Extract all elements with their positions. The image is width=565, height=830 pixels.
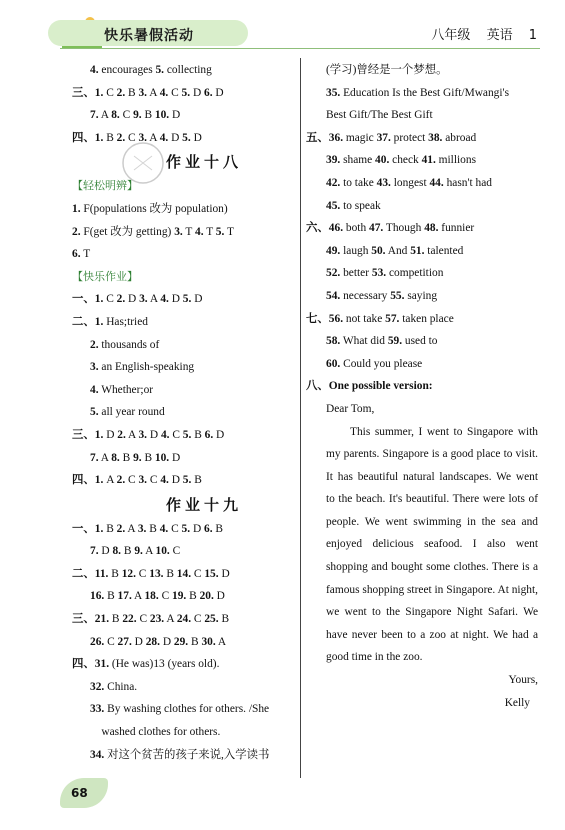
answer-text: China. xyxy=(104,680,138,693)
answer-text: C xyxy=(168,86,182,99)
answer-line xyxy=(306,127,538,150)
answer-text: millions xyxy=(435,154,477,167)
answer-text: C xyxy=(125,474,139,487)
section-title: 作业十九 xyxy=(165,495,242,514)
question-number: 6. xyxy=(72,248,81,261)
question-number: 2. xyxy=(72,225,81,238)
question-number: 1. xyxy=(72,202,81,215)
answer-line xyxy=(72,563,296,586)
answer-text: C xyxy=(103,86,117,99)
answer-text: longest xyxy=(390,176,430,189)
answer-line xyxy=(72,198,296,221)
answer-text: B xyxy=(186,590,200,603)
answer-text: B xyxy=(141,109,155,122)
answer-text: abroad xyxy=(442,131,477,144)
answer-line xyxy=(306,217,538,240)
answer-line xyxy=(306,240,538,263)
question-number: 54. xyxy=(326,289,341,302)
answer-text: B xyxy=(191,474,202,487)
answer-text: an English-speaking xyxy=(98,361,195,374)
question-number: 26. xyxy=(90,635,105,648)
answer-text: A xyxy=(125,428,139,441)
answer-line xyxy=(306,82,538,105)
answer-text: A xyxy=(142,545,156,558)
answer-text: hasn't had xyxy=(443,176,492,189)
question-number: 9. xyxy=(133,451,142,464)
answer-text: C xyxy=(104,635,118,648)
question-number: 52. xyxy=(326,267,341,280)
answer-text: A xyxy=(103,474,117,487)
question-number: 35. xyxy=(326,86,341,99)
header-info xyxy=(419,24,537,43)
question-number: 5. xyxy=(181,86,191,99)
answer-text: used to xyxy=(402,335,438,348)
question-number: 13. xyxy=(149,567,164,580)
question-number: 5. xyxy=(182,293,192,306)
answer-text: to speak xyxy=(340,199,381,212)
answer-line xyxy=(72,698,296,721)
question-number: 2. xyxy=(117,428,126,441)
question-number: 22. xyxy=(122,613,137,626)
question-number: 27. xyxy=(117,635,132,648)
answer-text: A xyxy=(131,590,145,603)
answer-text: D xyxy=(212,86,224,99)
bold-heading: One possible version: xyxy=(328,380,433,393)
answer-line xyxy=(72,127,296,150)
question-number: 37. xyxy=(376,131,391,144)
answer-text: D xyxy=(213,428,225,441)
answer-text: Has;tried xyxy=(103,315,148,328)
question-number: 9. xyxy=(134,545,143,558)
question-number: 5. xyxy=(182,474,192,487)
question-number: 4. xyxy=(90,64,99,76)
answer-line xyxy=(306,149,538,172)
answer-text: B xyxy=(121,545,135,558)
answer-text: B xyxy=(103,131,117,144)
question-number: 10. xyxy=(155,545,170,558)
right-column xyxy=(306,59,538,714)
question-number: 8. xyxy=(112,545,122,558)
answer-line xyxy=(72,221,296,244)
question-number: 10. xyxy=(154,109,170,122)
part-number: 六、 xyxy=(306,222,329,235)
question-number: 4. xyxy=(90,383,99,396)
answer-text: C xyxy=(119,109,134,122)
answer-text: not take xyxy=(343,312,386,325)
question-number: 6. xyxy=(204,86,213,99)
question-number: 1. xyxy=(94,131,104,144)
part-number: 二、 xyxy=(72,567,95,580)
answer-text: B xyxy=(119,451,134,464)
answer-text: better xyxy=(340,267,372,280)
answer-text: D xyxy=(168,293,183,306)
part-number: 四、 xyxy=(72,474,95,487)
answer-text: laugh xyxy=(340,244,372,257)
answer-line xyxy=(72,243,296,266)
question-number: 29. xyxy=(173,635,189,648)
question-number: 36. xyxy=(328,131,344,144)
answer-text: A xyxy=(147,86,160,99)
answer-line xyxy=(72,631,296,654)
answer-text: D xyxy=(190,522,205,535)
answer-text: D xyxy=(169,109,181,122)
answer-text: saying xyxy=(404,289,438,302)
answer-line xyxy=(72,104,296,127)
question-number: 31. xyxy=(94,658,110,671)
question-number: 3. xyxy=(90,361,99,374)
answer-text: Though xyxy=(383,222,425,235)
answer-text: taken place xyxy=(399,312,454,325)
answer-text: D xyxy=(191,293,203,306)
answer-text: B xyxy=(188,635,202,648)
answer-text: D xyxy=(213,590,225,603)
question-number: 5. xyxy=(90,406,99,419)
subject-label: 英语 xyxy=(486,28,513,43)
answer-text: T xyxy=(80,248,91,261)
question-number: 3. xyxy=(138,474,148,487)
question-number: 48. xyxy=(424,222,439,235)
question-number: 4. xyxy=(159,522,169,535)
answer-line xyxy=(72,540,296,563)
question-number: 1. xyxy=(94,522,104,535)
letter-body: This summer, I went to Singapore with my parents. Singapore is a good place to visit. It has beautiful natural landscapes. We went to the beach. It's beautiful. There were lots of people. We went swimming in the sea and enjoyed delicious seafood. I also went shopping and bought some clothes. There is a famous shopping street in Singapore. At night, we went to the Singapore Night Safari. We have never been to a zoo at night. We had a good time in the zoo. xyxy=(326,425,538,664)
question-number: 4. xyxy=(159,131,169,144)
page-number: 68 xyxy=(71,786,88,800)
answer-text: protect xyxy=(390,131,429,144)
answer-line xyxy=(72,518,296,541)
question-number: 55. xyxy=(390,289,405,302)
answer-text: thousands of xyxy=(98,338,160,351)
question-number: 2. xyxy=(116,131,126,144)
question-number: 3. xyxy=(174,225,183,238)
question-number: 15. xyxy=(204,567,219,580)
answer-text: Could you please xyxy=(340,357,423,370)
answer-text: competition xyxy=(386,267,444,280)
book-title: 快乐暑假活动 xyxy=(104,28,194,44)
answer-text: A xyxy=(164,613,177,626)
question-number: 47. xyxy=(369,222,384,235)
answer-text: C xyxy=(147,474,161,487)
answer-line xyxy=(72,288,296,311)
grade-label: 八年级 xyxy=(431,28,471,43)
question-number: 10. xyxy=(154,451,170,464)
answer-text: necessary xyxy=(340,289,391,302)
top-page-number: 1 xyxy=(528,28,537,43)
answer-text: C xyxy=(168,522,182,535)
answer-text: C xyxy=(136,613,150,626)
question-number: 2. xyxy=(116,86,126,99)
answer-text: C xyxy=(191,613,205,626)
answer-text: T xyxy=(182,225,195,238)
answer-line xyxy=(306,375,538,398)
answer-line xyxy=(72,401,296,424)
part-number: 四、 xyxy=(72,658,95,671)
answer-text: B xyxy=(109,613,123,626)
answer-text: D xyxy=(168,131,183,144)
answer-text: D xyxy=(190,131,202,144)
question-number: 57. xyxy=(385,312,400,325)
answer-text: to take xyxy=(340,176,377,189)
answer-line xyxy=(72,744,296,767)
answer-text: encourages xyxy=(98,64,156,76)
question-number: 5. xyxy=(182,428,192,441)
letter-signature: Kelly xyxy=(504,696,530,709)
answer-text: B xyxy=(104,590,118,603)
question-number: 9. xyxy=(133,109,142,122)
answer-line xyxy=(72,82,296,105)
part-number: 三、 xyxy=(72,428,95,441)
question-number: 5. xyxy=(182,131,191,144)
answer-text: D xyxy=(125,293,140,306)
answer-text: C xyxy=(169,545,181,558)
answer-text: 对这个贫苦的孩子来说,入学读书 xyxy=(104,748,270,761)
question-number: 1. xyxy=(94,474,104,487)
answer-text: F(get 改为 getting) xyxy=(80,225,175,238)
question-number: 60. xyxy=(326,357,341,370)
left-column xyxy=(72,59,296,766)
question-number: 44. xyxy=(429,176,444,189)
question-number: 19. xyxy=(172,590,187,603)
question-number: 5. xyxy=(181,522,191,535)
question-number: 42. xyxy=(326,176,341,189)
question-number: 46. xyxy=(328,222,344,235)
question-number: 8. xyxy=(111,451,120,464)
question-number: 50. xyxy=(371,244,386,257)
answer-line xyxy=(306,398,538,421)
question-number: 4. xyxy=(160,293,169,306)
question-number: 25. xyxy=(204,613,219,626)
letter-closing: Yours, xyxy=(508,674,538,687)
question-number: 1. xyxy=(94,293,104,306)
answer-text: shame xyxy=(340,154,376,167)
question-number: 16. xyxy=(90,590,105,603)
answer-text: A xyxy=(147,131,160,144)
answer-text: F(populations 改为 population) xyxy=(80,202,228,215)
question-number: 1. xyxy=(94,86,104,99)
page-header xyxy=(0,0,565,52)
question-number: 53. xyxy=(371,267,387,280)
question-number: 4. xyxy=(159,86,169,99)
question-number: 40. xyxy=(375,154,390,167)
answer-text: A xyxy=(98,109,112,122)
answer-text: both xyxy=(343,222,369,235)
answer-text: Dear Tom, xyxy=(326,402,375,415)
answer-text: B xyxy=(218,613,230,626)
answer-text: B xyxy=(125,86,139,99)
question-number: 5. xyxy=(215,225,225,238)
answer-text: By washing clothes for others. /She xyxy=(104,703,270,716)
answer-text: D xyxy=(218,567,230,580)
answer-line xyxy=(72,653,296,676)
part-number: 二、 xyxy=(72,315,95,328)
answer-line xyxy=(306,308,538,331)
question-number: 2. xyxy=(116,293,126,306)
section-title: 作业十八 xyxy=(165,153,242,172)
answer-text: C xyxy=(125,131,139,144)
question-number: 17. xyxy=(117,590,132,603)
answer-line xyxy=(72,608,296,631)
answer-line xyxy=(306,172,538,195)
answer-line xyxy=(72,175,296,198)
answer-line xyxy=(306,285,538,308)
answer-line xyxy=(72,721,296,744)
answer-text: B xyxy=(103,522,117,535)
answer-text: collecting xyxy=(164,64,212,76)
question-number: 58. xyxy=(326,335,341,348)
question-number: 18. xyxy=(144,590,159,603)
answer-line xyxy=(72,379,296,402)
answer-line xyxy=(306,262,538,285)
answer-text: A xyxy=(215,635,227,648)
question-number: 7. xyxy=(90,545,99,558)
question-number: 7. xyxy=(90,109,99,122)
answer-text: all year round xyxy=(98,406,165,419)
answer-text: washed clothes for others. xyxy=(90,726,221,739)
question-number: 21. xyxy=(94,613,110,626)
question-number: 34. xyxy=(90,748,105,761)
answer-text: B xyxy=(146,522,160,535)
question-number: 1. xyxy=(94,428,104,441)
question-number: 3. xyxy=(138,428,148,441)
question-number: 20. xyxy=(199,590,214,603)
question-number: 23. xyxy=(149,613,165,626)
answer-line xyxy=(306,195,538,218)
question-number: 3. xyxy=(138,131,148,144)
answer-text: B xyxy=(212,522,224,535)
answer-text: D xyxy=(131,635,146,648)
question-number: 2. xyxy=(116,522,126,535)
answer-text: What did xyxy=(340,335,388,348)
answer-text: D xyxy=(147,428,161,441)
question-number: 3. xyxy=(139,293,148,306)
question-number: 14. xyxy=(176,567,192,580)
part-number: 一、 xyxy=(72,522,95,535)
answer-text: C xyxy=(158,590,173,603)
question-number: 56. xyxy=(328,312,344,325)
column-divider xyxy=(300,58,301,778)
question-number: 4. xyxy=(195,225,204,238)
answer-text: talented xyxy=(424,244,464,257)
answer-text: magic xyxy=(343,131,377,144)
question-number: 28. xyxy=(145,635,160,648)
answer-text: (He was)13 (years old). xyxy=(109,658,220,671)
answer-line xyxy=(72,356,296,379)
part-number: 八、 xyxy=(306,380,329,393)
answer-text: A xyxy=(125,522,138,535)
answer-line xyxy=(72,447,296,470)
answer-text: funnier xyxy=(438,222,475,235)
question-number: 41. xyxy=(421,154,436,167)
answer-text: B xyxy=(108,567,122,580)
answer-text: B xyxy=(163,567,177,580)
question-number: 4. xyxy=(160,428,170,441)
part-number: 七、 xyxy=(306,312,329,325)
answer-line xyxy=(306,353,538,376)
answer-line xyxy=(72,585,296,608)
answer-text: D xyxy=(168,474,183,487)
question-number: 38. xyxy=(428,131,443,144)
question-number: 2. xyxy=(116,474,126,487)
section-tag: 【轻松明辨】 xyxy=(72,179,138,193)
answer-text: D xyxy=(159,635,174,648)
question-number: 24. xyxy=(176,613,192,626)
answer-text: C xyxy=(103,293,117,306)
answer-text: (学习)曾经是一个梦想。 xyxy=(326,64,448,76)
part-number: 三、 xyxy=(72,613,95,626)
part-number: 一、 xyxy=(72,293,95,306)
section-tag: 【快乐作业】 xyxy=(72,269,138,283)
answer-text: B xyxy=(191,428,205,441)
question-number: 11. xyxy=(94,567,109,580)
question-number: 2. xyxy=(90,338,99,351)
question-number: 43. xyxy=(376,176,391,189)
answer-text: Education Is the Best Gift/Mwangi's xyxy=(340,86,510,99)
answer-text: C xyxy=(135,567,150,580)
answer-text: T xyxy=(203,225,216,238)
question-number: 4. xyxy=(160,474,169,487)
question-number: 5. xyxy=(155,64,165,76)
question-number: 12. xyxy=(121,567,136,580)
question-number: 3. xyxy=(137,522,147,535)
question-number: 6. xyxy=(204,428,214,441)
header-divider xyxy=(60,48,540,49)
answer-text: D xyxy=(103,428,118,441)
answer-text: T xyxy=(224,225,234,238)
part-number: 三、 xyxy=(72,86,95,99)
answer-text: check xyxy=(389,154,422,167)
answer-line xyxy=(306,59,538,82)
part-number: 五、 xyxy=(306,131,329,144)
answer-text: C xyxy=(169,428,183,441)
answer-line xyxy=(306,104,538,127)
answer-text: And xyxy=(385,244,411,257)
question-number: 39. xyxy=(326,154,341,167)
question-number: 3. xyxy=(138,86,148,99)
question-number: 7. xyxy=(90,451,99,464)
answer-text: Best Gift/The Best Gift xyxy=(326,109,433,122)
question-number: 33. xyxy=(90,703,105,716)
answer-text: B xyxy=(141,451,155,464)
answer-line xyxy=(72,424,296,447)
question-number: 8. xyxy=(111,109,120,122)
answer-line xyxy=(72,311,296,334)
question-number: 6. xyxy=(204,522,213,535)
answer-line xyxy=(306,330,538,353)
answer-line xyxy=(72,334,296,357)
answer-text: D xyxy=(169,451,181,464)
answer-text: D xyxy=(98,545,113,558)
answer-line xyxy=(72,469,296,492)
question-number: 30. xyxy=(201,635,216,648)
answer-text: Whether;or xyxy=(98,383,154,396)
question-number: 51. xyxy=(410,244,425,257)
answer-line xyxy=(72,676,296,699)
question-number: 49. xyxy=(326,244,341,257)
question-number: 32. xyxy=(90,680,105,693)
answer-text: C xyxy=(191,567,205,580)
answer-line xyxy=(72,266,296,289)
question-number: 45. xyxy=(326,199,341,212)
part-number: 四、 xyxy=(72,131,95,144)
answer-text: D xyxy=(190,86,205,99)
answer-line xyxy=(72,59,296,82)
answer-text: A xyxy=(147,293,161,306)
answer-text: A xyxy=(98,451,112,464)
question-number: 1. xyxy=(94,315,104,328)
question-number: 59. xyxy=(387,335,403,348)
